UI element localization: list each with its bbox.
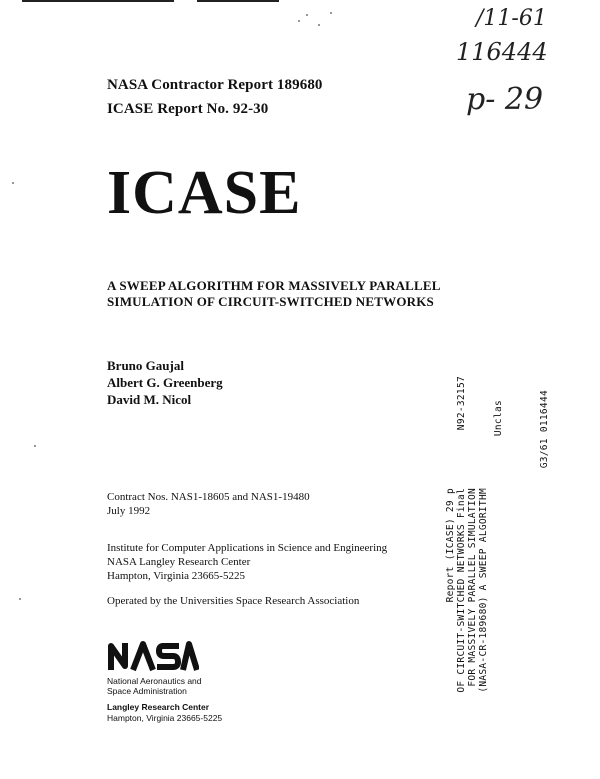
paper-title-line-1: A SWEEP ALGORITHM FOR MASSIVELY PARALLEL — [107, 278, 441, 293]
icase-report-number: ICASE Report No. 92-30 — [107, 101, 269, 117]
scan-speck — [306, 14, 308, 16]
accession-description-line-1: (NASA-CR-189680) A SWEEP ALGORITHM — [478, 488, 489, 693]
top-rule-right — [197, 0, 279, 2]
author-2: Albert G. Greenberg — [107, 375, 223, 390]
scan-speck — [298, 20, 300, 22]
nasa-logo — [107, 640, 199, 672]
nasa-agency-line-2: Space Administration — [107, 686, 187, 696]
accession-description-line-2: FOR MASSIVELY PARALLEL SIMULATION — [467, 488, 478, 687]
institute-address: Hampton, Virginia 23665-5225 — [107, 570, 245, 582]
nasa-agency-line-1: National Aeronautics and — [107, 676, 202, 686]
accession-description-line-3: OF CIRCUIT-SWITCHED NETWORKS Final — [456, 488, 467, 693]
scan-speck — [330, 12, 332, 14]
accession-unclas: Unclas — [493, 400, 504, 437]
nasa-logo-text — [199, 640, 200, 641]
scan-speck — [19, 598, 21, 600]
operated-by: Operated by the Universities Space Research Association — [107, 595, 360, 607]
report-date: July 1992 — [107, 505, 151, 517]
icase-wordmark: ICASE — [107, 159, 302, 227]
langley-center: Langley Research Center — [107, 702, 210, 712]
contract-numbers: Contract Nos. NAS1-18605 and NAS1-19480 — [107, 491, 310, 503]
author-1: Bruno Gaujal — [107, 358, 184, 373]
scan-speck — [34, 445, 36, 447]
handwritten-code-2: 116444 — [456, 38, 548, 66]
top-rule-left — [22, 0, 174, 2]
accession-category-code: G3/61 0116444 — [539, 390, 550, 469]
scan-speck — [318, 24, 320, 26]
accession-number: N92-32157 — [456, 376, 467, 431]
paper-title-line-2: SIMULATION OF CIRCUIT-SWITCHED NETWORKS — [107, 294, 434, 309]
institute-name: Institute for Computer Applications in Science and Engineering — [107, 542, 388, 554]
institute-center: NASA Langley Research Center — [107, 556, 251, 568]
handwritten-code-1: /11-61 — [476, 6, 547, 31]
scan-speck — [12, 182, 14, 184]
langley-address: Hampton, Virginia 23665-5225 — [107, 713, 223, 723]
accession-description-line-4: Report (ICASE) 29 p — [445, 488, 456, 603]
handwritten-page-count: p- 29 — [466, 82, 544, 117]
contractor-report-number: NASA Contractor Report 189680 — [107, 77, 323, 93]
nasa-logo-graphic — [107, 640, 199, 672]
author-3: David M. Nicol — [107, 392, 192, 407]
